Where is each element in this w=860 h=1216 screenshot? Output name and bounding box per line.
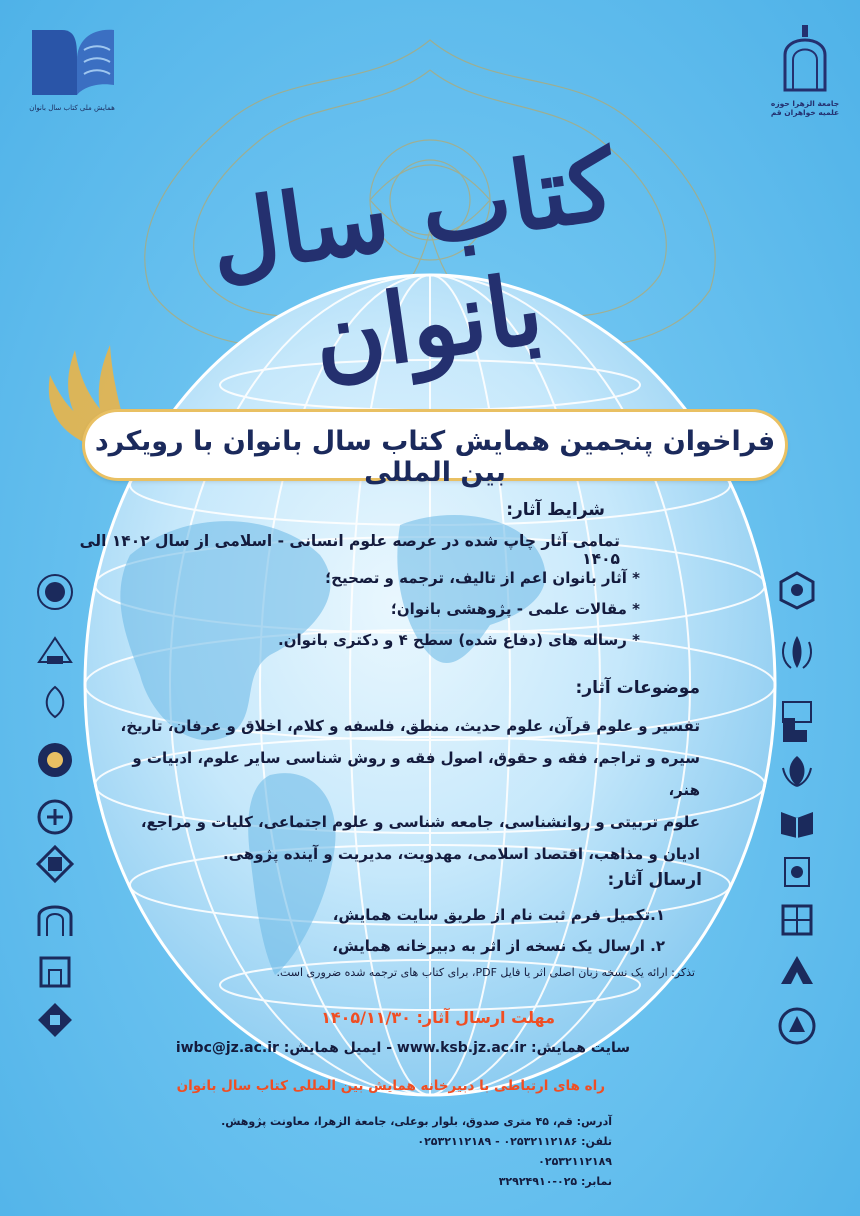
calligraphy-title: [120, 95, 720, 396]
condition-item: * مقالات علمی - پژوهشی بانوان؛: [390, 600, 640, 618]
condition-item: * آثار بانوان اعم از تالیف، ترجمه و تصحیح؛: [325, 569, 640, 587]
banner-text: فراخوان پنجمین همایش کتاب سال بانوان با رویکرد بین المللی: [94, 426, 776, 488]
sponsor-logo-square-icon: [775, 852, 819, 892]
conference-logo: [22, 20, 122, 115]
contact-address: آدرس: قم، ۴۵ متری صدوق، بلوار بوعلی، جامعة الزهرا، معاونت پژوهش.: [221, 1115, 612, 1128]
sponsor-logo-pattern-icon: [33, 1000, 77, 1040]
contact-fax: نمابر: ۰۲۵-۳۲۹۲۴۹۱۰: [498, 1175, 612, 1188]
sponsor-logo-lattice-icon: [775, 900, 819, 940]
site-label: سایت همایش:: [531, 1040, 630, 1056]
sponsor-logo-iran-emblem-icon: [775, 632, 819, 672]
topics-line: تفسیر و علوم قرآن، علوم حدیث، منطق، فلسفه و کلام، اخلاق و عرفان، تاریخ،: [120, 717, 700, 735]
university-logo: [765, 20, 845, 120]
sponsor-logo-laurel-icon: [775, 750, 819, 790]
submission-note: تذکر: ارائه یک نسخه زبان اصلی اثر یا فایل PDF، برای کتاب های ترجمه شده ضروری است.: [276, 966, 695, 979]
site-link[interactable]: www.ksb.jz.ac.ir: [396, 1040, 527, 1056]
submission-step: ۱.تکمیل فرم ثبت نام از طریق سایت همایش،: [332, 906, 665, 924]
submission-steps: [105, 900, 665, 962]
conditions-lead: تمامی آثار چاپ شده در عرصه علوم انسانی - اسلامی از سال ۱۴۰۲ الی ۱۴۰۵: [79, 532, 620, 568]
links-line: سایت همایش: www.ksb.jz.ac.ir - ایمیل همایش: iwbc@jz.ac.ir: [175, 1040, 630, 1056]
topics-line: علوم تربیتی و روانشناسی، جامعه شناسی و علوم اجتماعی، کلیات و مراجع،: [140, 813, 700, 831]
left-logo-caption: همایش ملی کتاب سال بانوان: [29, 104, 115, 112]
topics-heading: موضوعات آثار:: [575, 678, 700, 698]
sponsor-logo-jahad-icon: [33, 797, 77, 837]
sponsor-logo-arch-icon: [33, 900, 77, 940]
conditions-list: [80, 563, 640, 656]
email-link[interactable]: iwbc@jz.ac.ir: [175, 1040, 279, 1056]
calligraphy-title-text: کتاب سال بانوان: [202, 127, 622, 396]
topics-list: [120, 710, 700, 870]
sponsor-logo-book-icon: [775, 802, 819, 842]
contact-heading: راه های ارتباطی با دبیرخانه همایش بین المللی کتاب سال بانوان: [176, 1078, 605, 1094]
sponsor-logo-figure-icon: [33, 740, 77, 780]
sponsor-logo-seal-icon: [33, 572, 77, 612]
deadline: مهلت ارسال آثار: ۱۴۰۵/۱۱/۳۰: [321, 1008, 555, 1027]
call-banner: [85, 412, 785, 488]
sponsor-logo-knot-icon: [33, 844, 77, 884]
sponsor-logo-emblem-icon: [33, 632, 77, 672]
left-sponsor-column: [28, 572, 88, 1052]
contact-phone: تلفن: ۰۲۵۳۲۱۱۲۱۸۶ - ۰۲۵۳۲۱۱۲۱۸۹: [417, 1135, 612, 1148]
sponsor-logo-circle-icon: [775, 1006, 819, 1046]
dome-logo-icon: [765, 20, 845, 95]
email-label: ایمیل همایش:: [283, 1040, 382, 1056]
contact-phone-2: ۰۲۵۳۲۱۱۲۱۸۹: [538, 1155, 612, 1168]
book-logo-icon: [22, 20, 122, 100]
condition-item: * رساله های (دفاع شده) سطح ۴ و دکتری بانوان.: [278, 631, 640, 649]
sponsor-logo-block-icon: [775, 710, 819, 750]
submission-heading: ارسال آثار:: [607, 870, 702, 890]
sponsor-logo-arrow-icon: [775, 950, 819, 990]
conditions-heading: شرایط آثار:: [506, 500, 605, 520]
contact-block: [52, 1112, 612, 1192]
submission-step: ۲. ارسال یک نسخه از اثر به دبیرخانه همایش،: [332, 937, 665, 955]
topics-line: ادیان و مذاهب، اقتصاد اسلامی، مهدویت، مدیریت و آینده پژوهی.: [222, 845, 700, 863]
right-logo-caption: جامعة الزهرا حوزه علمیه خواهران قم: [770, 99, 840, 117]
topics-line: سیره و تراجم، فقه و حقوق، اصول فقه و روش شناسی سایر علوم، ادبیات و هنر،: [132, 749, 700, 799]
right-sponsor-column: [770, 570, 830, 1050]
sponsor-logo-hex-icon: [775, 570, 819, 610]
sponsor-logo-ribbon-icon: [33, 682, 77, 722]
sponsor-logo-gate-icon: [33, 950, 77, 990]
